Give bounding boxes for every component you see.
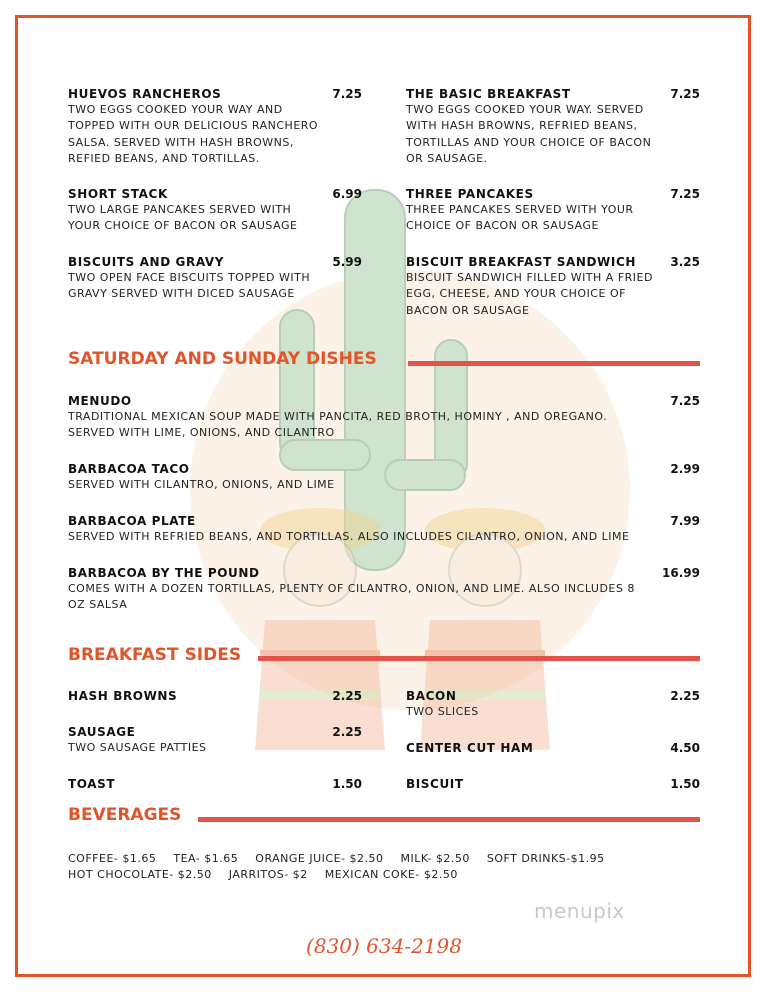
- menu-item-biscuits-and-gravy: [68, 254, 362, 303]
- heading-rule: [408, 361, 700, 366]
- item-name: BACON: [406, 689, 457, 703]
- item-name: BARBACOA TACO: [68, 462, 190, 476]
- menu-item-barbacoa-taco: [68, 461, 700, 493]
- item-price: 7.25: [332, 87, 362, 101]
- menu-item-huevos-rancheros: [68, 86, 362, 167]
- menupix-watermark: menupix: [534, 899, 625, 923]
- item-name: BARBACOA PLATE: [68, 514, 196, 528]
- item-name: TOAST: [68, 777, 116, 791]
- item-price: 5.99: [332, 255, 362, 269]
- item-description: TWO LARGE PANCAKES SERVED WITH YOUR CHOICE OF BACON OR SAUSAGE: [68, 203, 298, 233]
- item-price: 7.25: [670, 187, 700, 201]
- item-description: BISCUIT SANDWICH FILLED WITH A FRIED EGG, CHEESE, AND YOUR CHOICE OF BACON OR SAUSAGE: [406, 271, 653, 317]
- item-description: COMES WITH A DOZEN TORTILLAS, PLENTY OF CILANTRO, ONION, AND LIME. ALSO INCLUDES 8 OZ SALSA: [68, 582, 635, 612]
- item-price: 2.99: [670, 462, 700, 476]
- phone-number[interactable]: (830) 634-2198: [306, 934, 462, 958]
- menu-item-three-pancakes: [406, 186, 700, 235]
- item-price: 7.25: [670, 394, 700, 408]
- menu-item-biscuit-sandwich: [406, 254, 700, 319]
- side-sausage: [68, 724, 362, 756]
- beverage-jarritos: JARRITOS- $2: [228, 868, 308, 881]
- beverage-line-1: [68, 851, 618, 868]
- item-name: THREE PANCAKES: [406, 187, 534, 201]
- beverage-mexican-coke: MEXICAN COKE- $2.50: [324, 868, 458, 881]
- item-description: TWO OPEN FACE BISCUITS TOPPED WITH GRAVY SERVED WITH DICED SAUSAGE: [68, 271, 311, 301]
- item-name: BISCUIT BREAKFAST SANDWICH: [406, 255, 637, 269]
- item-name: BARBACOA BY THE POUND: [68, 566, 260, 580]
- beverage-soft-drinks: SOFT DRINKS-$1.95: [486, 852, 605, 865]
- item-price: 2.25: [332, 689, 362, 703]
- beverage-orange-juice: ORANGE JUICE- $2.50: [255, 852, 384, 865]
- item-name: MENUDO: [68, 394, 132, 408]
- side-toast: [68, 776, 362, 792]
- item-name: SAUSAGE: [68, 725, 136, 739]
- item-description: SERVED WITH REFRIED BEANS, AND TORTILLAS. ALSO INCLUDES CILANTRO, ONION, AND LIME: [68, 530, 630, 543]
- item-name: HASH BROWNS: [68, 689, 178, 703]
- beverage-coffee: COFFEE- $1.65: [68, 852, 157, 865]
- item-price: 1.50: [332, 777, 362, 791]
- item-name: BISCUIT: [406, 777, 464, 791]
- side-hash-browns: [68, 688, 362, 704]
- menu-item-barbacoa-plate: [68, 513, 700, 545]
- item-description: TRADITIONAL MEXICAN SOUP MADE WITH PANCITA, RED BROTH, HOMINY , AND OREGANO. SERVED WITH LIME, ONIONS, AND CILANTRO: [68, 410, 608, 440]
- item-price: 1.50: [670, 777, 700, 791]
- heading-rule: [198, 817, 700, 822]
- item-name: HUEVOS RANCHEROS: [68, 87, 222, 101]
- item-description: TWO SAUSAGE PATTIES: [68, 741, 207, 754]
- item-price: 2.25: [670, 689, 700, 703]
- item-price: 16.99: [662, 566, 700, 580]
- heading-rule: [258, 656, 700, 661]
- item-description: THREE PANCAKES SERVED WITH YOUR CHOICE OF BACON OR SAUSAGE: [406, 203, 634, 233]
- side-center-cut-ham: [406, 740, 700, 756]
- beverage-line-2: [68, 867, 471, 884]
- item-name: SHORT STACK: [68, 187, 168, 201]
- beverage-tea: TEA- $1.65: [173, 852, 239, 865]
- menu-item-basic-breakfast: [406, 86, 700, 167]
- menu-item-barbacoa-pound: [68, 565, 700, 614]
- beverage-hot-chocolate: HOT CHOCOLATE- $2.50: [68, 868, 212, 881]
- item-description: TWO EGGS COOKED YOUR WAY. SERVED WITH HASH BROWNS, REFRIED BEANS, TORTILLAS AND YOUR CHOICE OF BACON OR SAUSAGE.: [406, 103, 652, 165]
- side-biscuit: [406, 776, 700, 792]
- menu-item-menudo: [68, 393, 700, 442]
- item-price: 7.25: [670, 87, 700, 101]
- item-description: TWO SLICES: [406, 705, 479, 718]
- item-name: CENTER CUT HAM: [406, 741, 534, 755]
- item-description: SERVED WITH CILANTRO, ONIONS, AND LIME: [68, 478, 335, 491]
- side-bacon: [406, 688, 700, 720]
- item-description: TWO EGGS COOKED YOUR WAY AND TOPPED WITH OUR DELICIOUS RANCHERO SALSA. SERVED WITH HASH BROWNS, REFIED BEANS, AND TORTILLAS.: [68, 103, 319, 165]
- item-price: 6.99: [332, 187, 362, 201]
- item-name: THE BASIC BREAKFAST: [406, 87, 571, 101]
- section-heading-sides: BREAKFAST SIDES: [68, 645, 242, 665]
- item-price: 2.25: [332, 725, 362, 739]
- section-heading-beverages: BEVERAGES: [68, 805, 182, 825]
- menu-item-short-stack: [68, 186, 362, 235]
- item-price: 7.99: [670, 514, 700, 528]
- beverage-milk: MILK- $2.50: [400, 852, 470, 865]
- item-price: 4.50: [670, 741, 700, 755]
- section-heading-weekend: SATURDAY AND SUNDAY DISHES: [68, 349, 377, 369]
- item-name: BISCUITS AND GRAVY: [68, 255, 225, 269]
- item-price: 3.25: [670, 255, 700, 269]
